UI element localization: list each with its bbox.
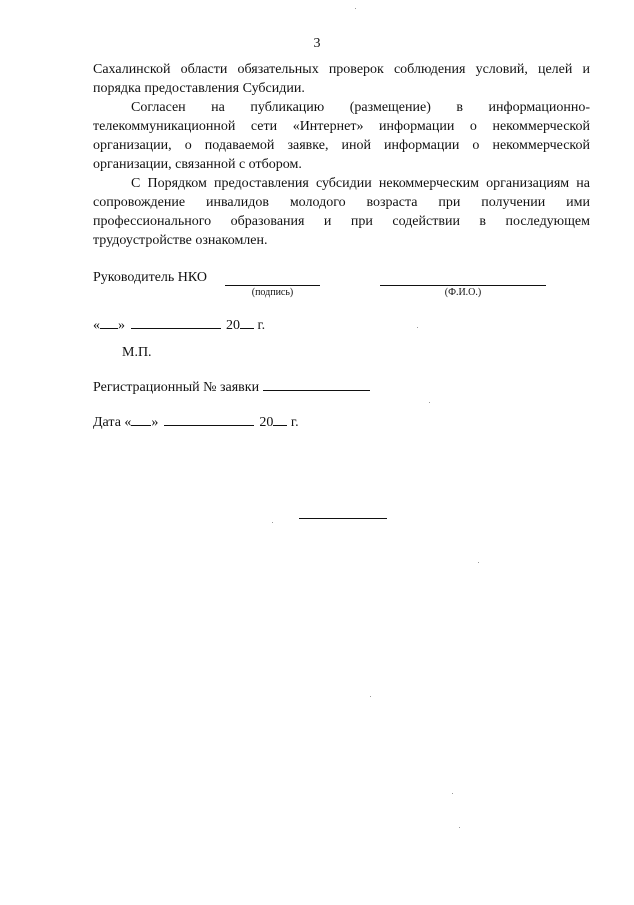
stamp-label: М.П.	[122, 345, 152, 360]
month-blank	[131, 314, 221, 329]
month-blank	[164, 411, 254, 426]
paragraph-line: Согласен на публикацию (размещение) в информационно-	[131, 100, 590, 115]
document-body	[93, 60, 590, 250]
year-suffix: г.	[257, 318, 266, 333]
paragraph-line: С Порядком предоставления субсидии некоммерческим организациям на	[131, 176, 590, 191]
signature-line	[225, 285, 320, 286]
paragraph-consent-publication	[93, 98, 590, 174]
signature-label: Руководитель НКО	[93, 270, 208, 285]
end-rule	[299, 518, 387, 519]
date2-close-quote: »	[151, 415, 159, 430]
paragraph-line: телекоммуникационной сети «Интернет» информации о некоммерческой	[93, 119, 590, 134]
day-blank	[131, 411, 151, 426]
scan-speck	[459, 827, 460, 828]
paragraph-acknowledgement	[93, 174, 590, 250]
signature-caption: (подпись)	[251, 287, 294, 298]
year-prefix: 20	[259, 415, 274, 430]
year-prefix: 20	[226, 318, 240, 333]
page-number: 3	[313, 36, 321, 51]
paragraph-line: Сахалинской области обязательных проверок соблюдения условий, целей и	[93, 62, 590, 77]
date-open-quote: «	[93, 318, 100, 333]
paragraph-line: организации, связанной с отбором.	[93, 157, 302, 172]
paragraph-line: трудоустройстве ознакомлен.	[93, 233, 268, 248]
registration-row	[93, 376, 370, 396]
date2-label: Дата «	[93, 415, 132, 430]
paragraph-line: сопровождение инвалидов молодого возраста при получении ими	[93, 195, 590, 210]
scan-speck	[272, 522, 273, 523]
day-blank	[100, 314, 118, 329]
registration-label: Регистрационный № заявки	[93, 380, 260, 395]
year-suffix: г.	[290, 415, 299, 430]
paragraph-line: профессионального образования и при содействии в последующем	[93, 214, 590, 229]
scan-speck	[452, 793, 453, 794]
paragraph-line: порядка предоставления Субсидии.	[93, 81, 305, 96]
name-line	[380, 285, 546, 286]
date-close-quote: »	[118, 318, 125, 333]
year-blank	[240, 314, 254, 329]
application-date-row	[93, 411, 299, 431]
paragraph-verification	[93, 60, 590, 98]
scan-speck	[355, 8, 356, 9]
paragraph-line: организации, о подаваемой заявке, иной информации о некоммерческой	[93, 138, 590, 153]
scan-speck	[417, 327, 418, 328]
signature-row	[93, 270, 553, 300]
registration-blank	[263, 376, 370, 391]
scan-speck	[478, 562, 479, 563]
scan-speck	[429, 402, 430, 403]
signing-date-row	[93, 314, 265, 334]
year-blank	[273, 411, 287, 426]
scan-speck	[370, 696, 371, 697]
name-caption: (Ф.И.О.)	[444, 287, 482, 298]
